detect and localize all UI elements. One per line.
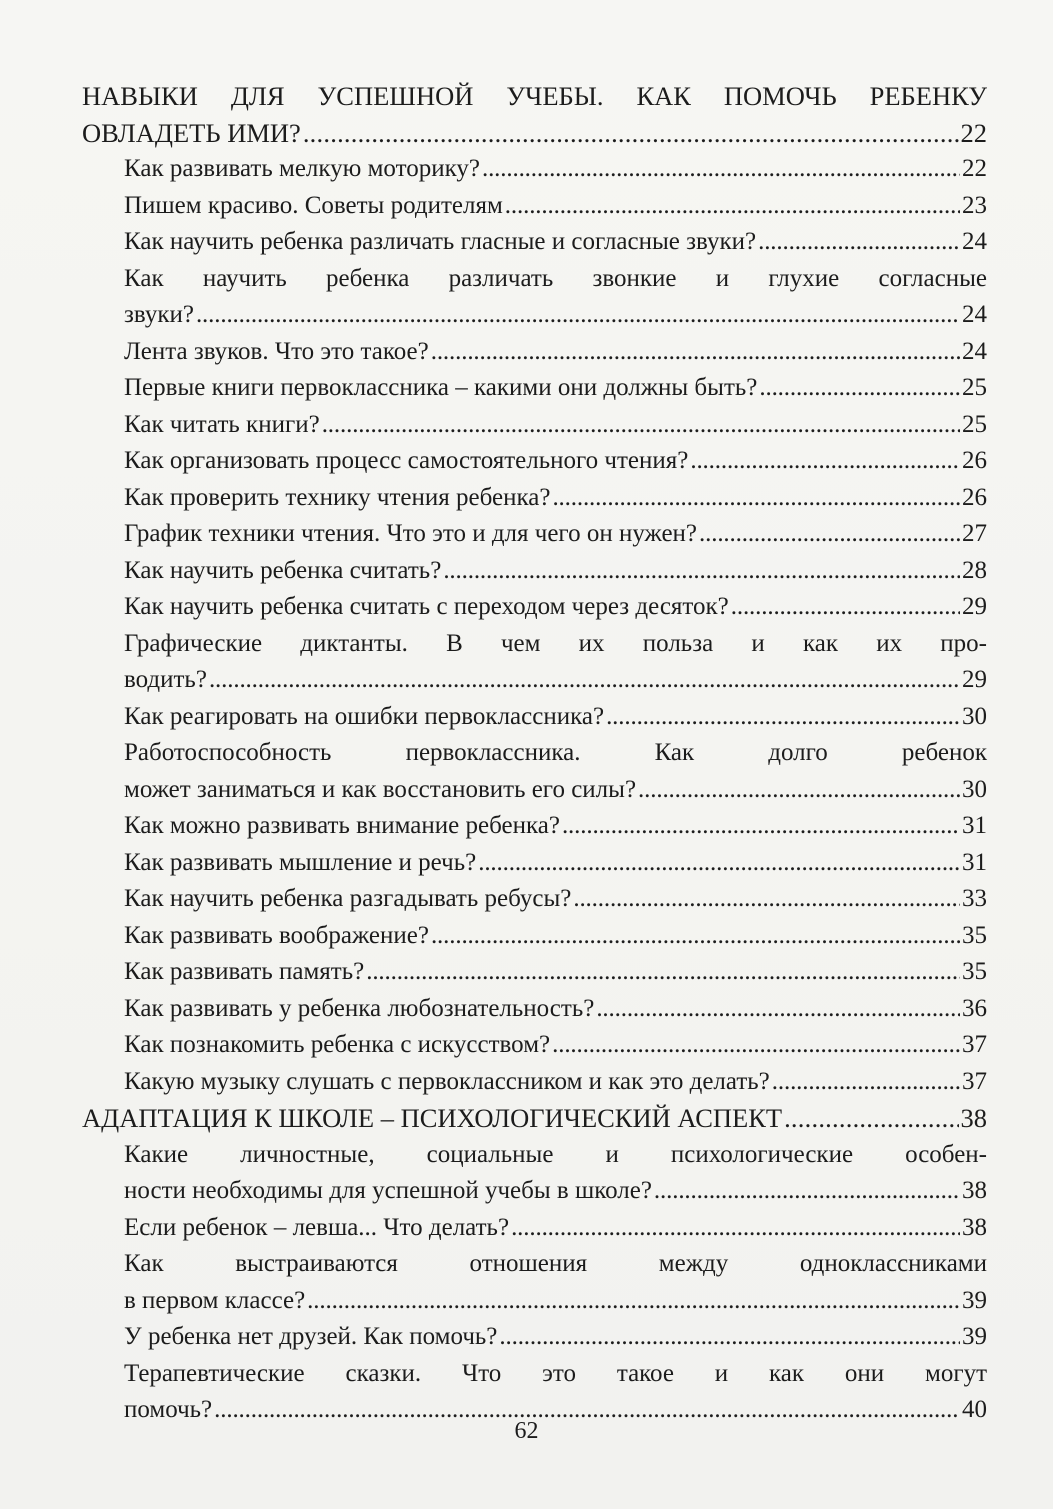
toc-entry-title-line: Терапевтические сказки. Что это такое и как они могут [124, 1359, 987, 1387]
toc-entry-title-line: Графические диктанты. В чем их польза и как их про- [124, 629, 987, 657]
dot-leader [209, 662, 960, 699]
dot-leader [562, 808, 960, 845]
toc-entry-title: Как реагировать на ошибки первоклассника? [124, 702, 605, 730]
page-number: 33 [962, 885, 987, 912]
page-number: 35 [962, 921, 987, 949]
dot-leader [307, 1283, 960, 1320]
page-number: 37 [962, 1031, 987, 1058]
toc-section-title: АДАПТАЦИЯ К ШКОЛЕ – ПСИХОЛОГИЧЕСКИЙ АСПЕКТ [82, 1103, 783, 1133]
dot-leader [322, 407, 960, 444]
toc-entry-title: Как научить ребенка разгадывать ребусы? [124, 885, 572, 912]
toc-entry [82, 553, 987, 590]
toc-entry-title: Как можно развивать внимание ребенка? [124, 812, 560, 839]
toc-entry-line [82, 1173, 987, 1210]
toc-entry-title: Как научить ребенка считать? [124, 556, 442, 584]
toc-entry-title: Как познакомить ребенка с искусством? [124, 1031, 551, 1058]
toc-entry-title-line: может заниматься и как восстановить его силы? [124, 775, 637, 803]
toc-entry [82, 443, 987, 480]
page-number: 39 [962, 1286, 987, 1314]
toc-entry [82, 261, 987, 334]
toc-entry [82, 188, 987, 225]
dot-leader [731, 589, 960, 626]
toc-entry [82, 224, 987, 261]
toc-entry [82, 1027, 987, 1064]
toc-section-skills [82, 78, 987, 151]
dot-leader [303, 115, 959, 152]
toc-section-adaptation [82, 1100, 987, 1137]
toc-entry [82, 589, 987, 626]
page-number: 31 [962, 848, 987, 876]
toc-entry [82, 699, 987, 736]
dot-leader [699, 516, 960, 553]
dot-leader [772, 1064, 960, 1101]
dot-leader [596, 991, 960, 1028]
toc-entry [82, 735, 987, 808]
dot-leader [654, 1173, 960, 1210]
page-number: 39 [962, 1323, 987, 1350]
dot-leader [552, 1027, 960, 1064]
toc-entry-title: Если ребенок – левша... Что делать? [124, 1213, 510, 1241]
toc-entry-title: Лента звуков. Что это такое? [124, 337, 429, 365]
page-number: 25 [962, 374, 987, 401]
toc-entry-line [82, 662, 987, 699]
page-number: 38 [960, 1103, 987, 1133]
page-number: 26 [962, 447, 987, 474]
dot-leader [758, 224, 960, 261]
page-number: 22 [960, 117, 987, 148]
toc-entry-title: Пишем красиво. Советы родителям [124, 191, 503, 219]
toc-entry-title-line: водить? [124, 666, 207, 693]
toc-entry-title-line: Работоспособность первоклассника. Как долго ребенок [124, 739, 987, 766]
toc-entry-title: Как развивать у ребенка любознательность? [124, 994, 595, 1022]
toc-entry [82, 1319, 987, 1356]
toc-entry-title: Как развивать воображение? [124, 921, 429, 949]
toc-section-title-line: ОВЛАДЕТЬ ИМИ? [82, 117, 301, 148]
toc-entry-title: Как развивать память? [124, 958, 365, 985]
toc-entry-title: График техники чтения. Что это и для чего он нужен? [124, 520, 698, 547]
page-number: 25 [962, 410, 987, 438]
toc-entry [82, 881, 987, 918]
dot-leader [573, 881, 960, 918]
dot-leader [511, 1210, 960, 1247]
page-number: 35 [962, 958, 987, 985]
page-number: 36 [962, 994, 987, 1022]
page-number: 29 [962, 666, 987, 693]
page-number: 27 [962, 520, 987, 547]
dot-leader [478, 845, 960, 882]
toc-entry-line [82, 115, 987, 152]
toc-entry-title-line: Как выстраиваются отношения между одноклассниками [124, 1250, 987, 1277]
dot-leader [196, 297, 960, 334]
dot-leader [552, 480, 960, 517]
toc-entry-title-line: помочь? [124, 1396, 213, 1423]
toc-entry [82, 407, 987, 444]
toc-entry [82, 516, 987, 553]
dot-leader [499, 1319, 960, 1356]
dot-leader [431, 918, 960, 955]
toc-entry [82, 1246, 987, 1319]
toc-entry [82, 991, 987, 1028]
toc-entry-title-line: Как научить ребенка различать звонкие и глухие согласные [124, 264, 987, 292]
toc-entry [82, 334, 987, 371]
dot-leader [759, 370, 960, 407]
toc-entry [82, 370, 987, 407]
page-number: 37 [962, 1067, 987, 1095]
toc-entry-title: Первые книги первоклассника – какими они должны быть? [124, 374, 758, 401]
page-number: 40 [962, 1396, 987, 1423]
toc-section-title-line: НАВЫКИ ДЛЯ УСПЕШНОЙ УЧЕБЫ. КАК ПОМОЧЬ РЕБЕНКУ [82, 81, 987, 111]
dot-leader [443, 553, 960, 590]
dot-leader [482, 151, 960, 188]
table-of-contents [82, 78, 987, 1429]
toc-entry-line [82, 772, 987, 809]
dot-leader [431, 334, 960, 371]
page-number: 38 [962, 1213, 987, 1241]
toc-entry [82, 954, 987, 991]
toc-entry-line [82, 297, 987, 334]
dot-leader [638, 772, 960, 809]
toc-entry-title-line: в первом классе? [124, 1286, 306, 1314]
page-number-footer: 62 [514, 1418, 539, 1444]
toc-entry-title: У ребенка нет друзей. Как помочь? [124, 1323, 498, 1350]
toc-entry-title: Какую музыку слушать с первоклассником и как это делать? [124, 1067, 770, 1095]
dot-leader [606, 699, 960, 736]
toc-entry-title-line: Какие личностные, социальные и психологические особен- [124, 1140, 987, 1168]
toc-entry-title-line: звуки? [124, 301, 194, 328]
page-number: 23 [962, 191, 987, 219]
dot-leader [366, 954, 960, 991]
dot-leader [690, 443, 960, 480]
page-number: 26 [962, 483, 987, 511]
page-number: 30 [962, 702, 987, 730]
toc-entry [82, 1210, 987, 1247]
page-number: 29 [962, 593, 987, 620]
page-number: 24 [962, 228, 987, 255]
page-number: 31 [962, 812, 987, 839]
toc-entry-title: Как организовать процесс самостоятельного чтения? [124, 447, 689, 474]
page-number: 38 [962, 1177, 987, 1204]
toc-entry [82, 151, 987, 188]
toc-entry [82, 480, 987, 517]
toc-entry [82, 918, 987, 955]
page-number: 30 [962, 775, 987, 803]
page-number: 28 [962, 556, 987, 584]
dot-leader [784, 1100, 958, 1137]
toc-entry-title: Как научить ребенка различать гласные и согласные звуки? [124, 228, 757, 255]
page-number: 24 [962, 337, 987, 365]
toc-entry [82, 808, 987, 845]
dot-leader [505, 188, 960, 225]
toc-entry-title: Как развивать мелкую моторику? [124, 155, 480, 182]
toc-entry [82, 626, 987, 699]
toc-entry [82, 845, 987, 882]
toc-entry-title: Как читать книги? [124, 410, 320, 438]
toc-entry-title: Как проверить технику чтения ребенка? [124, 483, 551, 511]
toc-entry-title-line: ности необходимы для успешной учебы в школе? [124, 1177, 652, 1204]
toc-entry [82, 1137, 987, 1210]
toc-entry-line [82, 1283, 987, 1320]
toc-entry [82, 1064, 987, 1101]
page-number: 24 [962, 301, 987, 328]
toc-entry-title: Как научить ребенка считать с переходом через десяток? [124, 593, 729, 620]
toc-entry-title: Как развивать мышление и речь? [124, 848, 477, 876]
page-number: 22 [962, 155, 987, 182]
